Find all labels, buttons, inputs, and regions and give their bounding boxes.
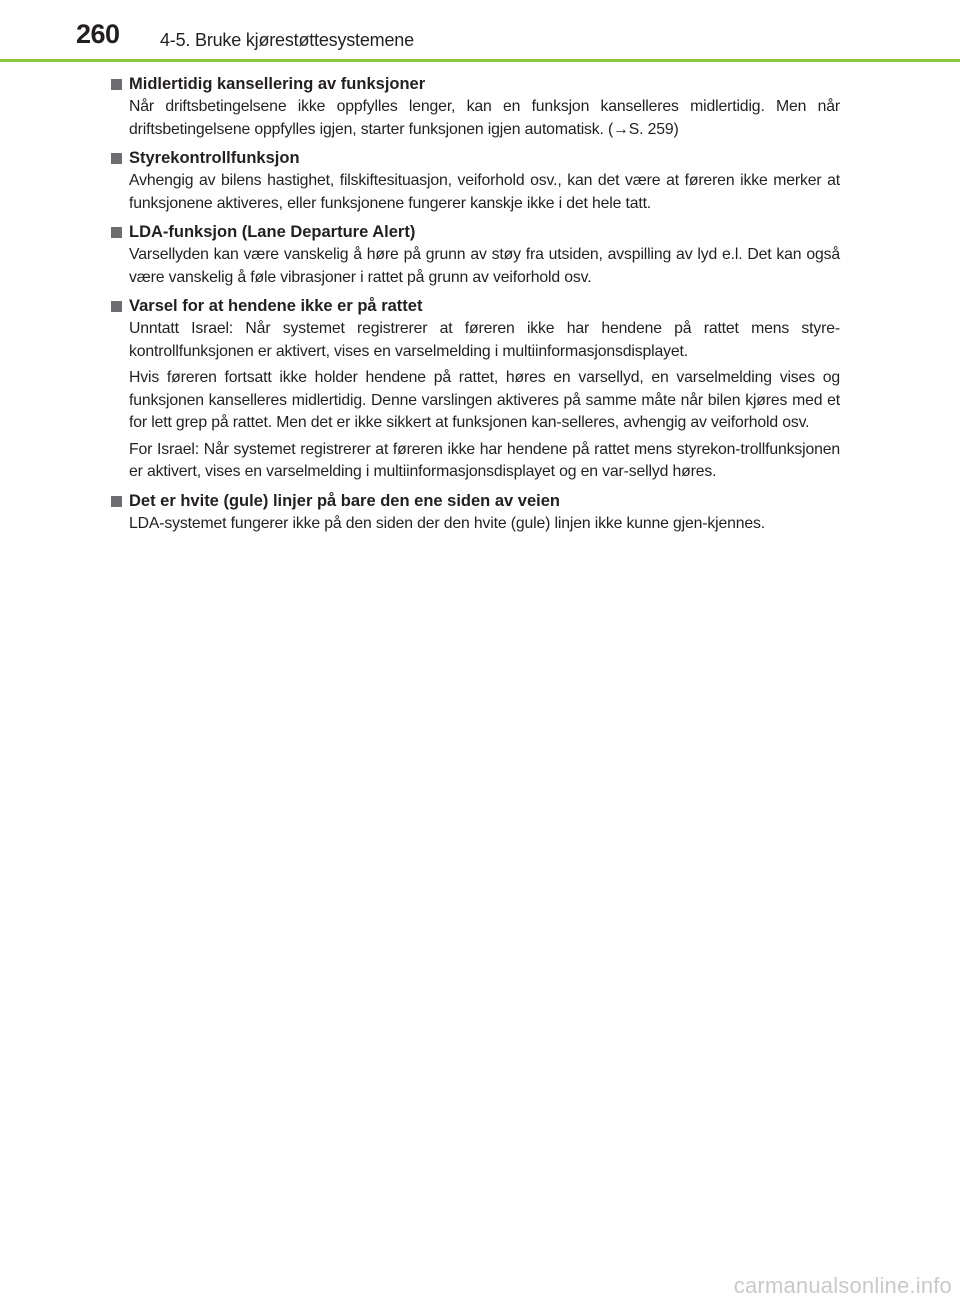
item-heading-text: Varsel for at hendene ikke er på rattet [129,297,423,315]
header-rule [0,59,960,62]
item-hands-off-warning [110,294,840,484]
item-paragraph: Unntatt Israel: Når systemet registrerer at føreren ikke har hendene på rattet mens styre-kontrollfunksjonen er aktivert, vises en varselmelding i multiinformasjonsdisplayet. [129,320,840,360]
item-heading-text: Styrekontrollfunksjon [129,149,300,167]
item-heading [110,294,840,318]
item-paragraph: Varsellyden kan være vanskelig å høre på grunn av støy fra utsiden, avspilling av lyd e.l. Det kan også være vanskelig å føle vibrasjoner i rattet på grunn av veiforhold osv. [129,246,840,286]
item-heading [110,220,840,244]
item-heading-text: LDA-funksjon (Lane Departure Alert) [129,223,416,241]
item-lda-function [110,220,840,289]
page-number: 260 [76,19,120,49]
item-paragraph: Når driftsbetingelsene ikke oppfylles lenger, kan en funksjon kanselleres midlertidig. Men når driftsbetingelsene oppfylles igjen, starter funksjonen igjen automatisk. (→S. 259) [129,98,840,138]
item-single-side-lines [110,489,840,536]
square-bullet-icon [111,79,122,90]
item-heading [110,489,840,513]
page-header [0,0,960,62]
item-paragraph: Avhengig av bilens hastighet, filskiftesituasjon, veiforhold osv., kan det være at føreren ikke merker at funksjonene aktiveres, eller funksjonene fungerer kanskje ikke i det hele tatt. [129,172,840,212]
item-heading-text: Det er hvite (gule) linjer på bare den ene siden av veien [129,491,560,510]
square-bullet-icon [111,496,122,507]
square-bullet-icon [111,301,122,312]
content [110,72,840,540]
watermark: carmanualsonline.info [733,1273,952,1298]
square-bullet-icon [111,227,122,238]
section-title: 4-5. Bruke kjørestøttesystemene [160,30,414,50]
item-heading [110,146,840,170]
item-paragraph: For Israel: Når systemet registrerer at føreren ikke har hendene på rattet mens styrekon-trollfunksjonen er aktivert, vises en varselmelding i multiinformasjonsdisplayet og en var-sellyd høres. [129,440,840,480]
item-temporary-cancellation [110,72,840,141]
item-heading-text: Midlertidig kansellering av funksjoner [129,75,426,93]
item-paragraph: Hvis føreren fortsatt ikke holder hendene på rattet, høres en varsellyd, en varselmelding vises og funksjonen kanselleres midlertidig. Denne varslingen aktiveres på samme måte når bilen kjøres med et for lett grep på rattet. Men det er ikke sikkert at funksjonen kan-selleres, avhengig av veiforhold osv. [129,369,840,431]
square-bullet-icon [111,153,122,164]
item-steering-control [110,146,840,215]
item-heading [110,72,840,96]
item-paragraph: LDA-systemet fungerer ikke på den siden der den hvite (gule) linjen ikke kunne gjen-kjennes. [129,514,765,532]
